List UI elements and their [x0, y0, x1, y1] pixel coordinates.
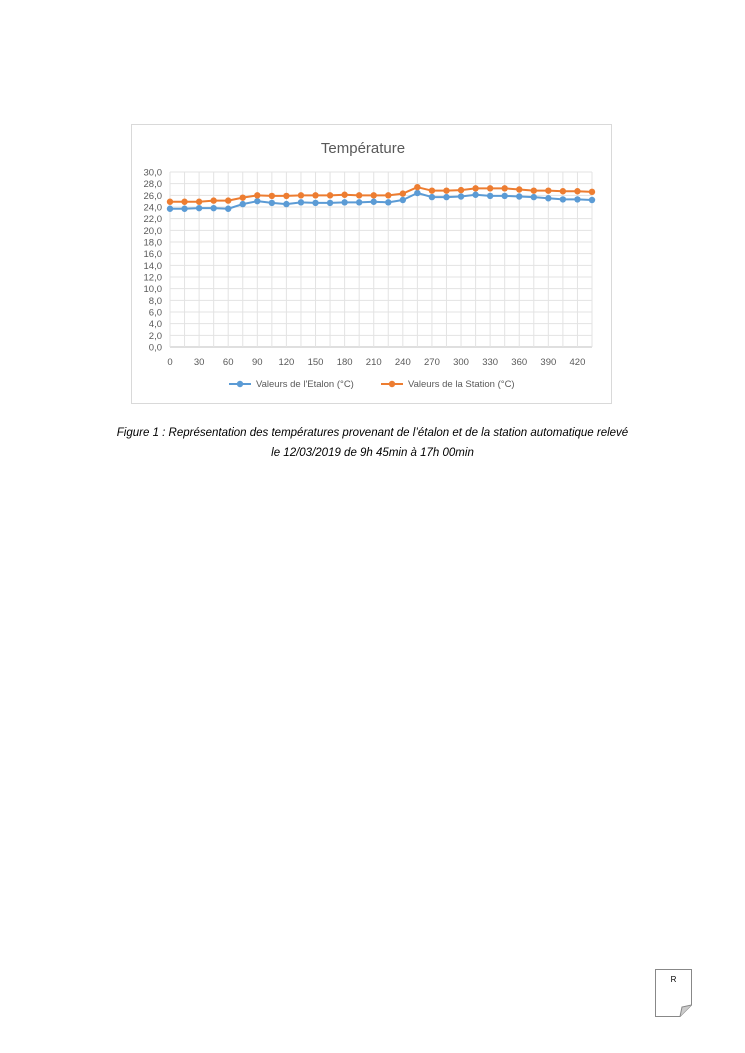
series-1-point	[487, 193, 493, 199]
series-1-point	[400, 197, 406, 203]
legend-label-1: Valeurs de l'Etalon (°C)	[256, 379, 354, 390]
y-tick-label: 4,0	[148, 319, 162, 331]
series-2-point	[167, 199, 173, 205]
y-tick-label: 24,0	[143, 202, 162, 214]
series-2-point	[254, 192, 260, 198]
series-2-point	[225, 197, 231, 203]
series-2-point	[458, 187, 464, 193]
series-2-point	[283, 193, 289, 199]
series-1-point	[574, 196, 580, 202]
series-1-point	[443, 194, 449, 200]
y-tick-label: 22,0	[143, 214, 162, 226]
x-tick-label: 420	[569, 357, 586, 368]
x-tick-label: 60	[222, 357, 234, 368]
chart-legend	[229, 379, 515, 390]
series-2-point	[341, 192, 347, 198]
x-tick-label: 30	[193, 357, 205, 368]
series-2-point	[574, 188, 580, 194]
legend-marker-1	[237, 381, 243, 387]
x-tick-label: 120	[278, 357, 295, 368]
series-2-point	[400, 190, 406, 196]
series-2-point	[312, 192, 318, 198]
series-2-point	[240, 194, 246, 200]
series-1-point	[589, 197, 595, 203]
series-1-point	[341, 199, 347, 205]
x-tick-label: 90	[252, 357, 263, 368]
series-2-point	[501, 185, 507, 191]
series-2-point	[545, 187, 551, 193]
series-2-point	[298, 192, 304, 198]
chart-grid	[170, 172, 592, 347]
series-2-point	[327, 192, 333, 198]
series-2-point	[356, 192, 362, 198]
series-1-point	[560, 196, 566, 202]
series-1-point	[167, 206, 173, 212]
y-tick-label: 16,0	[143, 249, 162, 261]
series-2-point	[385, 192, 391, 198]
series-1-point	[283, 201, 289, 207]
y-tick-label: 18,0	[143, 237, 162, 249]
x-tick-label: 240	[394, 357, 411, 368]
series-1-point	[545, 195, 551, 201]
series-1-point	[196, 205, 202, 211]
series-line-2	[170, 187, 592, 202]
x-tick-label: 360	[511, 357, 528, 368]
figure-caption	[60, 423, 685, 463]
x-axis-ticks	[167, 357, 585, 368]
series-1-point	[385, 199, 391, 205]
series-1-point	[472, 192, 478, 198]
legend-label-2: Valeurs de la Station (°C)	[408, 379, 515, 390]
y-tick-label: 14,0	[143, 260, 162, 272]
series-2-point	[531, 187, 537, 193]
series-1-point	[225, 206, 231, 212]
y-tick-label: 28,0	[143, 179, 162, 191]
series-2-point	[443, 187, 449, 193]
series-1-point	[531, 194, 537, 200]
series-1-point	[414, 190, 420, 196]
y-tick-label: 10,0	[143, 284, 162, 296]
caption-line-1: Figure 1 : Représentation des températures provenant de l’étalon et de la station automatique relevé	[116, 427, 629, 439]
series-2-point	[269, 193, 275, 199]
x-tick-label: 300	[453, 357, 469, 368]
series-1-point	[356, 199, 362, 205]
series-1-point	[240, 201, 246, 207]
series-2-point	[472, 185, 478, 191]
y-tick-label: 6,0	[148, 307, 162, 319]
series-1-point	[501, 193, 507, 199]
y-tick-label: 0,0	[148, 342, 162, 354]
corner-note-label: R	[670, 975, 677, 984]
series-1-point	[210, 205, 216, 211]
series-2-point	[371, 192, 377, 198]
x-tick-label: 210	[365, 357, 382, 368]
series-2-point	[414, 184, 420, 190]
chart-frame	[131, 124, 612, 404]
chart-title: Température	[320, 140, 406, 157]
series-2-point	[429, 187, 435, 193]
series-1-point	[254, 198, 260, 204]
y-tick-label: 20,0	[143, 225, 162, 237]
series-1-point	[269, 200, 275, 206]
x-tick-label: 390	[540, 357, 557, 368]
series-2-point	[181, 199, 187, 205]
series-2-point	[516, 186, 522, 192]
x-tick-label: 0	[167, 357, 173, 368]
y-tick-label: 12,0	[143, 272, 162, 284]
series-2-point	[560, 188, 566, 194]
series-2-point	[196, 199, 202, 205]
series-1-point	[371, 199, 377, 205]
y-tick-label: 30,0	[143, 167, 162, 179]
chart-series	[167, 184, 595, 212]
x-tick-label: 330	[482, 357, 499, 368]
series-2-point	[487, 185, 493, 191]
y-tick-label: 26,0	[143, 190, 162, 202]
series-1-point	[429, 194, 435, 200]
x-tick-label: 150	[307, 357, 324, 368]
series-1-point	[181, 206, 187, 212]
y-tick-label: 2,0	[148, 330, 162, 342]
caption-line-2: le 12/03/2019 de 9h 45min à 17h 00min	[271, 447, 474, 459]
series-1-point	[298, 199, 304, 205]
series-1-point	[327, 200, 333, 206]
series-2-point	[589, 189, 595, 195]
series-1-point	[458, 193, 464, 199]
series-1-point	[312, 200, 318, 206]
x-tick-label: 180	[336, 357, 353, 368]
y-tick-label: 8,0	[148, 295, 162, 307]
corner-page-note	[655, 969, 692, 1017]
y-axis-ticks	[144, 168, 163, 354]
x-tick-label: 270	[424, 357, 440, 368]
series-2-point	[210, 197, 216, 203]
series-1-point	[516, 193, 522, 199]
legend-marker-2	[389, 381, 395, 387]
temperature-chart	[132, 125, 613, 405]
